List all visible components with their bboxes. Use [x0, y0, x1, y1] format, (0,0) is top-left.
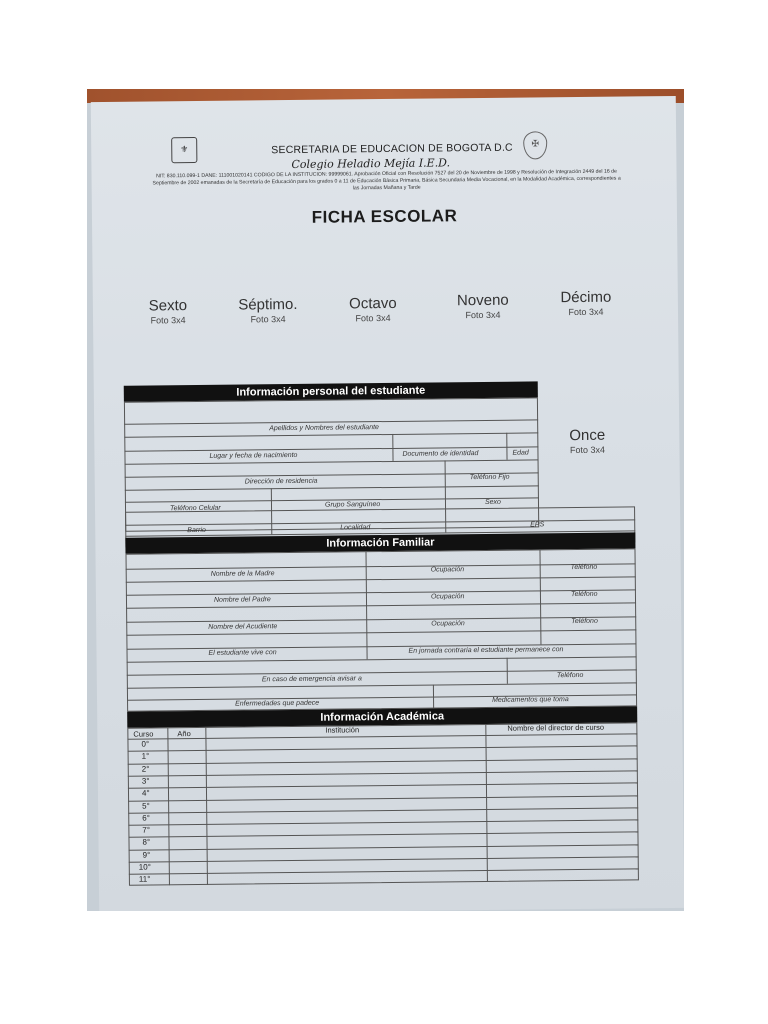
- column-curso: Curso: [133, 729, 154, 739]
- course-label: 4°: [141, 788, 150, 798]
- grade-decimo: Décimo: [560, 288, 612, 307]
- label-lugar-fecha: Lugar y fecha de nacimiento: [209, 451, 298, 460]
- column-ano: Año: [177, 729, 191, 739]
- label-eps: EPS: [530, 521, 545, 529]
- section-academica-header: Información Académica: [127, 706, 637, 727]
- label-telefono-padre: Teléfono: [570, 590, 598, 599]
- grade-sexto: Sexto: [148, 297, 188, 315]
- resolution-fine-print: NIT: 830.110.099-1 DANE: 111001020141 CODIGO DE LA INSTITUCION: 99999061. Aprobación Oficial con Resolución 7527 del 20 de Noviembre de 1998 y Resolución de Integración 2449 del 16 de Septiembre de 2002 emanadas de la Secretaría de Educación para los grados 0 a 11 de Educación Básica Primaria, Básica Secundaria Media Vocacional, en la Modalidad Académica, correspondientes a las Jornadas Mañana y Tarde: [152, 168, 621, 192]
- label-medicamentos: Medicamentos que toma: [492, 696, 569, 704]
- course-label: 3°: [141, 776, 150, 786]
- course-label: 6°: [142, 813, 150, 823]
- photo-label-once: Foto 3x4: [569, 444, 606, 456]
- label-ocupacion-acudiente: Ocupación: [431, 620, 465, 628]
- course-label: 2°: [141, 764, 150, 774]
- label-jornada-contraria: En jornada contraria el estudiante permanece con: [408, 646, 564, 655]
- label-padre: Nombre del Padre: [213, 596, 271, 604]
- course-label: 1°: [141, 751, 150, 761]
- course-label: 7°: [142, 825, 151, 835]
- grade-noveno: Noveno: [456, 291, 509, 310]
- label-celular: Teléfono Celular: [169, 504, 221, 513]
- label-sexo: Sexo: [484, 498, 501, 506]
- label-telefono-fijo: Teléfono Fijo: [469, 473, 510, 482]
- course-label: 9°: [142, 850, 151, 860]
- label-localidad: Localidad: [340, 524, 371, 532]
- photo-frame: [87, 89, 684, 911]
- label-telefono-emergencia: Teléfono: [556, 671, 584, 680]
- label-acudiente: Nombre del Acudiente: [208, 623, 278, 631]
- section-personal-header: Información personal del estudiante: [124, 381, 538, 401]
- label-emergencia: En caso de emergencia avisar a: [261, 675, 362, 684]
- course-label: 5°: [142, 801, 150, 811]
- grade-octavo: Octavo: [349, 294, 397, 313]
- course-label: 11°: [138, 874, 151, 884]
- form-sheet: [91, 96, 684, 911]
- label-telefono-acudiente: Teléfono: [571, 617, 598, 626]
- photo-label-septimo: Foto 3x4: [250, 314, 286, 325]
- bogota-coat-of-arms-icon: ⚜: [171, 137, 197, 163]
- course-label: 0°: [141, 739, 150, 749]
- label-ocupacion-padre: Ocupación: [430, 593, 465, 601]
- label-direccion: Dirección de residencia: [244, 477, 318, 486]
- label-edad: Edad: [512, 449, 529, 457]
- label-barrio: Barrio: [187, 526, 206, 535]
- label-nombres: Apellidos y Nombres del estudiante: [269, 424, 379, 433]
- grade-septimo: Séptimo.: [238, 295, 298, 314]
- column-institucion: Institución: [325, 725, 360, 735]
- course-label: 10°: [138, 862, 151, 872]
- section-familiar-header: Información Familiar: [125, 532, 635, 553]
- course-label: 8°: [142, 837, 151, 847]
- column-director: Nombre del director de curso: [507, 722, 605, 733]
- label-grupo-sanguineo: Grupo Sanguíneo: [324, 501, 381, 509]
- label-documento: Documento de identidad: [402, 450, 479, 458]
- photo-label-noveno: Foto 3x4: [465, 309, 501, 321]
- photo-label-decimo: Foto 3x4: [568, 306, 604, 318]
- label-madre: Nombre de la Madre: [210, 570, 275, 578]
- label-enfermedades: Enfermedades que padece: [235, 699, 320, 708]
- school-shield-icon: ✠: [523, 131, 547, 159]
- label-telefono-madre: Teléfono: [570, 563, 598, 572]
- label-vive-con: El estudiante vive con: [208, 649, 277, 657]
- grade-once: Once: [569, 426, 606, 445]
- page-title: FICHA ESCOLAR: [311, 206, 458, 227]
- label-ocupacion-madre: Ocupación: [430, 566, 465, 574]
- institution-title: SECRETARIA DE EDUCACION DE BOGOTA D.C: [271, 141, 513, 157]
- photo-label-sexto: Foto 3x4: [150, 315, 186, 326]
- school-name: Colegio Heladio Mejía I.E.D.: [291, 156, 451, 171]
- photo-label-octavo: Foto 3x4: [355, 312, 391, 324]
